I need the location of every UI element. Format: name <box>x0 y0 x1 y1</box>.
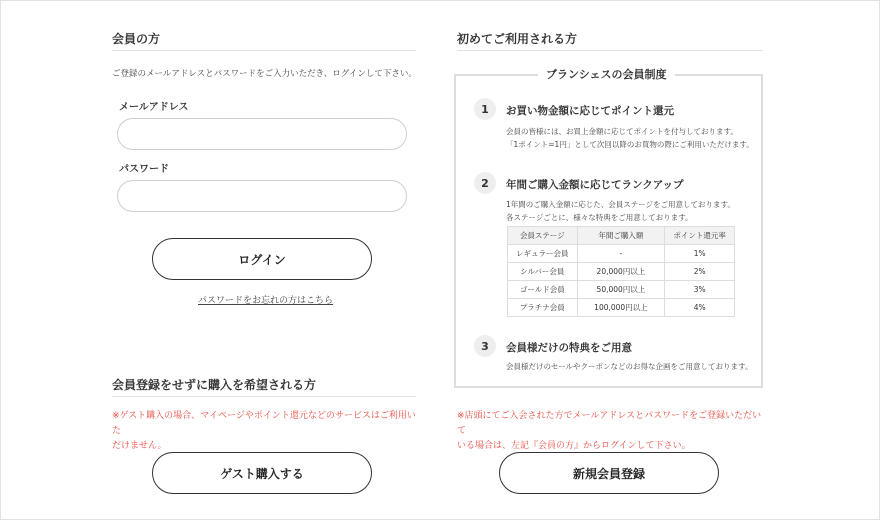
password-input[interactable] <box>117 180 407 212</box>
table-cell: レギュラー会員 <box>508 245 578 263</box>
divider <box>457 50 763 51</box>
benefit-description-line: 1年間のご購入金額に応じた、会員ステージをご用意しております。 <box>506 200 735 209</box>
step-number-badge: 1 <box>474 98 496 120</box>
membership-box-title: ブランシェスの会員制度 <box>538 66 675 82</box>
login-button[interactable]: ログイン <box>152 238 372 280</box>
benefit-heading-rankup: 年間ご購入金額に応じてランクアップ <box>506 179 684 191</box>
table-cell: 100,000円以上 <box>577 299 665 317</box>
table-row <box>508 299 735 317</box>
table-row <box>508 245 735 263</box>
divider <box>112 396 416 397</box>
table-cell: - <box>577 245 665 263</box>
email-label: メールアドレス <box>119 102 189 113</box>
benefit-description <box>506 125 754 151</box>
forgot-password-link[interactable]: パスワードをお忘れの方はこちら <box>198 296 334 306</box>
guest-section-title: 会員登録をせずに購入を希望される方 <box>112 378 317 392</box>
member-rank-table <box>507 226 735 317</box>
member-section-title: 会員の方 <box>112 32 161 46</box>
benefit-description-line: 各ステージごとに、様々な特典をご用意しております。 <box>506 213 693 222</box>
benefit-description <box>506 198 735 224</box>
table-cell: 1% <box>665 245 735 263</box>
table-cell: 20,000円以上 <box>577 263 665 281</box>
step-number-badge: 3 <box>474 335 496 357</box>
email-input[interactable] <box>117 118 407 150</box>
table-cell: 3% <box>665 281 735 299</box>
benefit-heading-points: お買い物金額に応じてポイント還元 <box>506 105 674 117</box>
benefit-heading-special: 会員様だけの特典をご用意 <box>506 342 632 354</box>
table-row <box>508 263 735 281</box>
table-cell: 4% <box>665 299 735 317</box>
password-label: パスワード <box>119 164 169 175</box>
first-time-section-title: 初めてご利用される方 <box>457 32 578 46</box>
column-header: 会員ステージ <box>508 227 578 245</box>
benefit-description-line: 会員の皆様には、お買上金額に応じてポイントを付与しております。 <box>506 127 738 136</box>
step-number-badge: 2 <box>474 172 496 194</box>
guest-note-line: ※ゲスト購入の場合、マイページやポイント還元などのサービスはご利用いた <box>112 411 416 436</box>
table-cell: シルバー会員 <box>508 263 578 281</box>
table-cell: 50,000円以上 <box>577 281 665 299</box>
guest-note <box>112 409 416 454</box>
guest-purchase-button[interactable]: ゲスト購入する <box>152 452 372 494</box>
benefit-description-line: 会員様だけのセールやクーポンなどのお得な企画をご用意しております。 <box>506 362 753 371</box>
column-header: 年間ご購入額 <box>577 227 665 245</box>
table-header-row <box>508 227 735 245</box>
table-row <box>508 281 735 299</box>
table-cell: 2% <box>665 263 735 281</box>
store-member-note-line: ※店頭にてご入会された方でメールアドレスとパスワードをご登録いただいて <box>457 411 762 436</box>
divider <box>112 50 416 51</box>
benefit-description <box>506 360 752 373</box>
benefit-description-line: 「1ポイント=1円」として次回以降のお買物の際にご利用いただけます。 <box>506 140 754 149</box>
login-intro-text: ご登録のメールアドレスとパスワードをご入力いただき、ログインして下さい。 <box>112 69 417 79</box>
store-member-note-line: いる場合は、左記『会員の方』からログインして下さい。 <box>457 441 691 451</box>
table-cell: プラチナ会員 <box>508 299 578 317</box>
store-member-note <box>457 409 763 454</box>
column-header: ポイント還元率 <box>665 227 735 245</box>
table-cell: ゴールド会員 <box>508 281 578 299</box>
register-button[interactable]: 新規会員登録 <box>499 452 719 494</box>
guest-note-line: だけません。 <box>112 441 167 451</box>
